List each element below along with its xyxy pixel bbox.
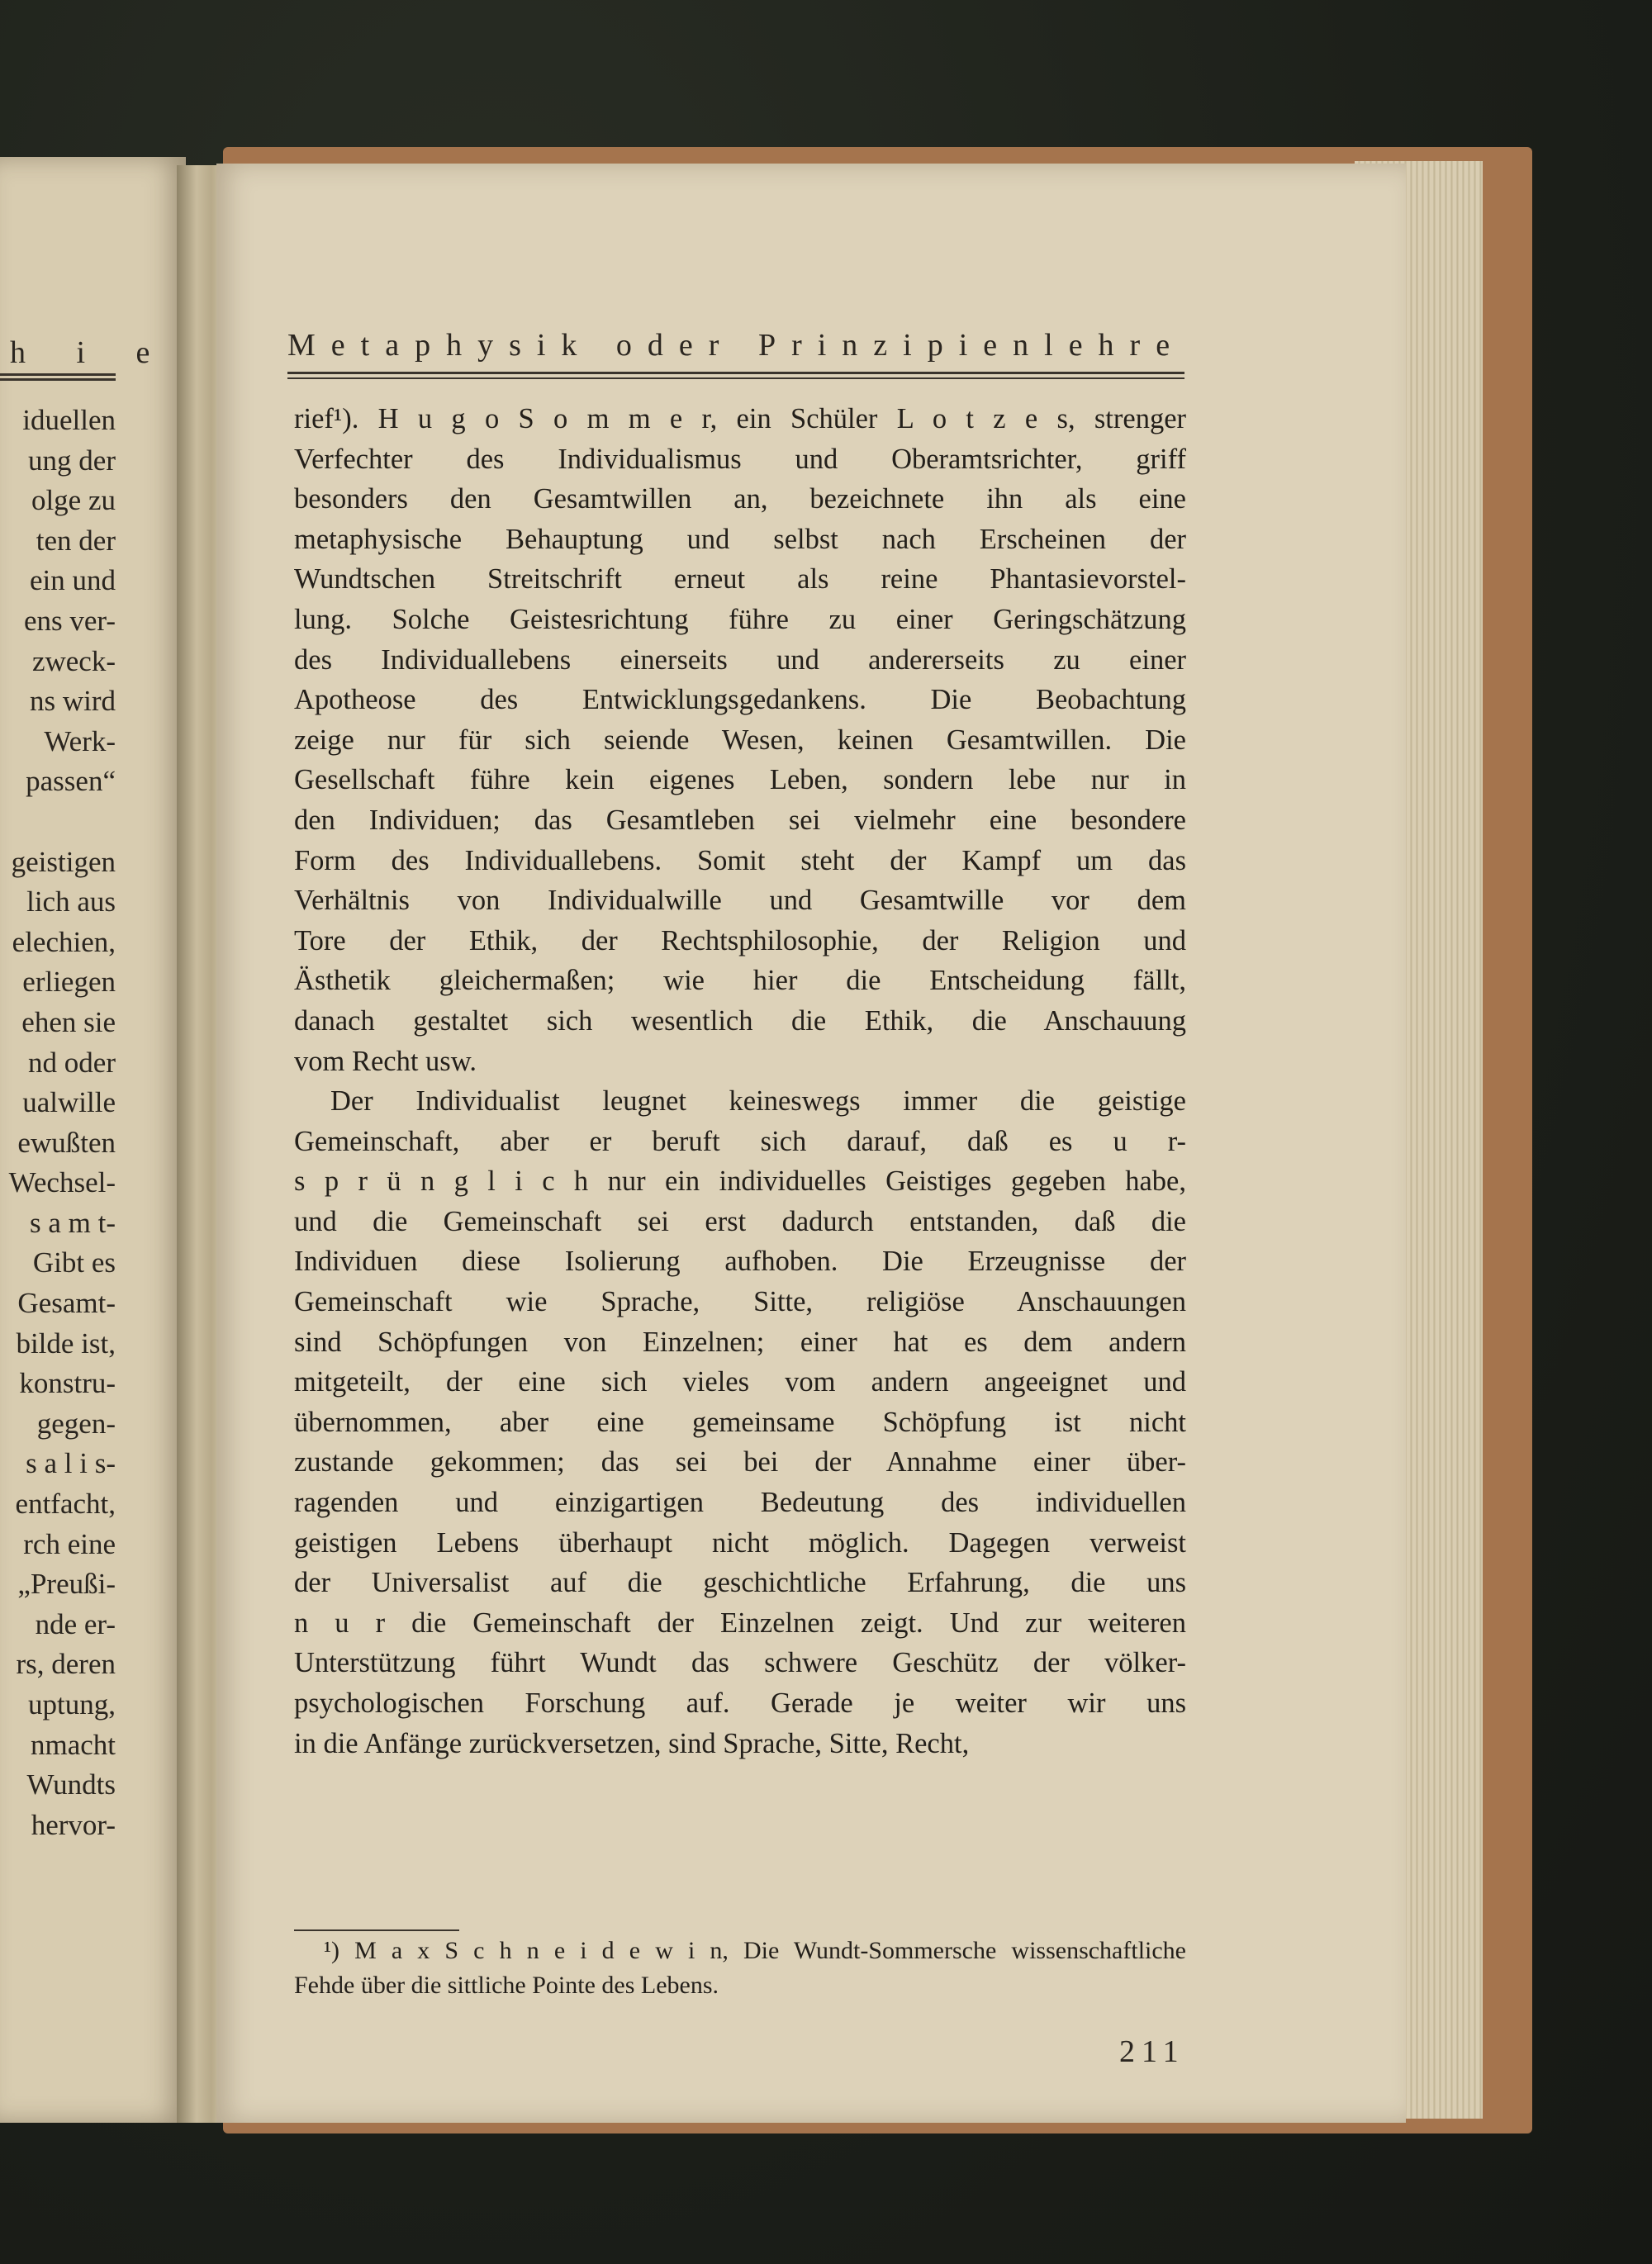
left-text-line: erliegen bbox=[22, 966, 116, 999]
footnote-line: ¹) M a x S c h n e i d e w i n, Die Wundt-Sommersche wissenschaftliche bbox=[324, 1937, 1186, 1964]
left-text-line: ehen sie bbox=[21, 1005, 116, 1038]
text-line: Verfechter des Individualismus und Oberamtsrichter, griff bbox=[294, 443, 1186, 475]
text-line: in die Anfänge zurückversetzen, sind Sprache, Sitte, Recht, bbox=[294, 1727, 970, 1759]
head-rule-top bbox=[287, 372, 1184, 374]
text-line: Tore der Ethik, der Rechtsphilosophie, der Religion und bbox=[294, 924, 1186, 956]
left-running-head: h i e bbox=[10, 335, 172, 370]
left-text-line: ns wird bbox=[29, 685, 116, 718]
text-line: Form des Individuallebens. Somit steht der Kampf um das bbox=[294, 844, 1186, 876]
previous-page bbox=[0, 157, 186, 2123]
left-text-line: bilde ist, bbox=[16, 1327, 116, 1360]
text-line: s p r ü n g l i c h nur ein individuelles Geistiges gegeben habe, bbox=[294, 1165, 1186, 1198]
left-text-line: ewußten bbox=[17, 1126, 116, 1159]
text-line: Verhältnis von Individualwille und Gesamtwille vor dem bbox=[294, 885, 1186, 917]
text-line: der Universalist auf die geschichtliche Erfahrung, die uns bbox=[294, 1567, 1186, 1599]
left-text-line: rch eine bbox=[23, 1527, 116, 1560]
left-text-line: olge zu bbox=[31, 484, 116, 517]
left-text-line: nd oder bbox=[28, 1046, 116, 1079]
left-text-line: ung der bbox=[28, 444, 116, 477]
text-line: besonders den Gesamtwillen an, bezeichnete ihn als eine bbox=[294, 483, 1186, 515]
text-line: zustande gekommen; das sei bei der Annahme einer über- bbox=[294, 1446, 1186, 1478]
text-line: zeige nur für sich seiende Wesen, keinen Gesamtwillen. Die bbox=[294, 724, 1186, 756]
left-text-line: Wechsel- bbox=[8, 1166, 116, 1199]
text-line: Ästhetik gleichermaßen; wie hier die Entscheidung fällt, bbox=[294, 965, 1186, 997]
text-line: Apotheose des Entwicklungsgedankens. Die Beobachtung bbox=[294, 684, 1186, 716]
left-text-line: hervor- bbox=[31, 1808, 116, 1841]
text-line: Individuen diese Isolierung aufhoben. Die Erzeugnisse der bbox=[294, 1246, 1186, 1278]
text-line: vom Recht usw. bbox=[294, 1045, 477, 1077]
page-number: 211 bbox=[1119, 2034, 1185, 2069]
left-text-line: passen“ bbox=[26, 765, 116, 798]
text-line: metaphysische Behauptung und selbst nach Erscheinen der bbox=[294, 523, 1186, 555]
left-text-line: Werk- bbox=[44, 724, 116, 757]
left-text-line: gegen- bbox=[36, 1407, 116, 1440]
text-line: Gemeinschaft wie Sprache, Sitte, religiöse Anschauungen bbox=[294, 1286, 1186, 1318]
text-line: danach gestaltet sich wesentlich die Ethik, die Anschauung bbox=[294, 1004, 1186, 1037]
left-page-text bbox=[0, 401, 116, 1845]
text-line: rief¹). H u g o S o m m e r, ein Schüler L o t z e s, strenger bbox=[294, 403, 1186, 434]
text-line: n u r die Gemeinschaft der Einzelnen zeigt. Und zur weiteren bbox=[294, 1607, 1186, 1639]
left-text-line: elechien, bbox=[12, 925, 116, 958]
text-line: Unterstützung führt Wundt das schwere Geschütz der völker- bbox=[294, 1647, 1186, 1679]
footnote-line: Fehde über die sittliche Pointe des Lebens. bbox=[294, 1972, 719, 1999]
left-text-line: s a l i s- bbox=[26, 1447, 116, 1480]
left-text-line: entfacht, bbox=[15, 1488, 116, 1521]
left-text-line: „Preußi- bbox=[17, 1568, 116, 1601]
text-line: sind Schöpfungen von Einzelnen; einer hat es dem andern bbox=[294, 1326, 1186, 1358]
text-line: und die Gemeinschaft sei erst dadurch entstanden, daß die bbox=[294, 1205, 1186, 1237]
left-text-line: nde er- bbox=[35, 1607, 116, 1640]
left-text-line: ens ver- bbox=[23, 604, 116, 637]
left-text-line: lich aus bbox=[26, 885, 116, 918]
text-line: lung. Solche Geistesrichtung führe zu einer Geringschätzung bbox=[294, 603, 1186, 635]
body-text bbox=[294, 399, 1186, 1763]
left-text-line: geistigen bbox=[11, 845, 116, 878]
text-line: übernommen, aber eine gemeinsame Schöpfung ist nicht bbox=[294, 1406, 1186, 1438]
left-text-line: Gibt es bbox=[32, 1246, 116, 1279]
text-line: psychologischen Forschung auf. Gerade je weiter wir uns bbox=[294, 1687, 1186, 1719]
text-line: mitgeteilt, der eine sich vieles vom andern angeeignet und bbox=[294, 1366, 1186, 1398]
left-text-line: s a m t- bbox=[29, 1206, 116, 1239]
left-head-rule-bottom bbox=[0, 378, 116, 381]
footnote-rule bbox=[294, 1929, 459, 1931]
text-line: ragenden und einzigartigen Bedeutung des individuellen bbox=[294, 1487, 1186, 1519]
left-text-line: Gesamt- bbox=[17, 1287, 116, 1320]
head-rule-bottom bbox=[287, 377, 1184, 379]
running-head: Metaphysik oder Prinzipienlehre bbox=[287, 328, 1186, 363]
left-text-line: Wundts bbox=[26, 1768, 116, 1801]
left-text-line: ein und bbox=[29, 564, 116, 597]
text-line: Wundtschen Streitschrift erneut als reine Phantasievorstel- bbox=[294, 563, 1186, 596]
left-text-line: ten der bbox=[36, 524, 116, 557]
text-line: den Individuen; das Gesamtleben sei vielmehr eine besondere bbox=[294, 804, 1186, 836]
left-text-line: ualwille bbox=[22, 1086, 116, 1119]
text-line: des Individuallebens einerseits und andererseits zu einer bbox=[294, 643, 1186, 676]
left-text-line: zweck- bbox=[31, 644, 116, 677]
left-text-line: iduellen bbox=[22, 404, 116, 436]
text-line: geistigen Lebens überhaupt nicht möglich. Dagegen verweist bbox=[294, 1526, 1186, 1559]
left-text-line bbox=[0, 802, 116, 842]
left-text-line: rs, deren bbox=[16, 1648, 116, 1681]
text-line: Gemeinschaft, aber er beruft sich darauf, daß es u r- bbox=[294, 1125, 1186, 1157]
footnotes bbox=[294, 1934, 1186, 2003]
left-text-line: uptung, bbox=[28, 1688, 116, 1721]
book-page bbox=[216, 164, 1406, 2123]
text-line: Gesellschaft führe kein eigenes Leben, sondern lebe nur in bbox=[294, 764, 1186, 796]
text-line: Der Individualist leugnet keineswegs immer die geistige bbox=[330, 1085, 1186, 1118]
left-text-line: konstru- bbox=[19, 1367, 116, 1400]
left-text-line: nmacht bbox=[30, 1728, 116, 1761]
left-head-rule-top bbox=[0, 373, 116, 376]
